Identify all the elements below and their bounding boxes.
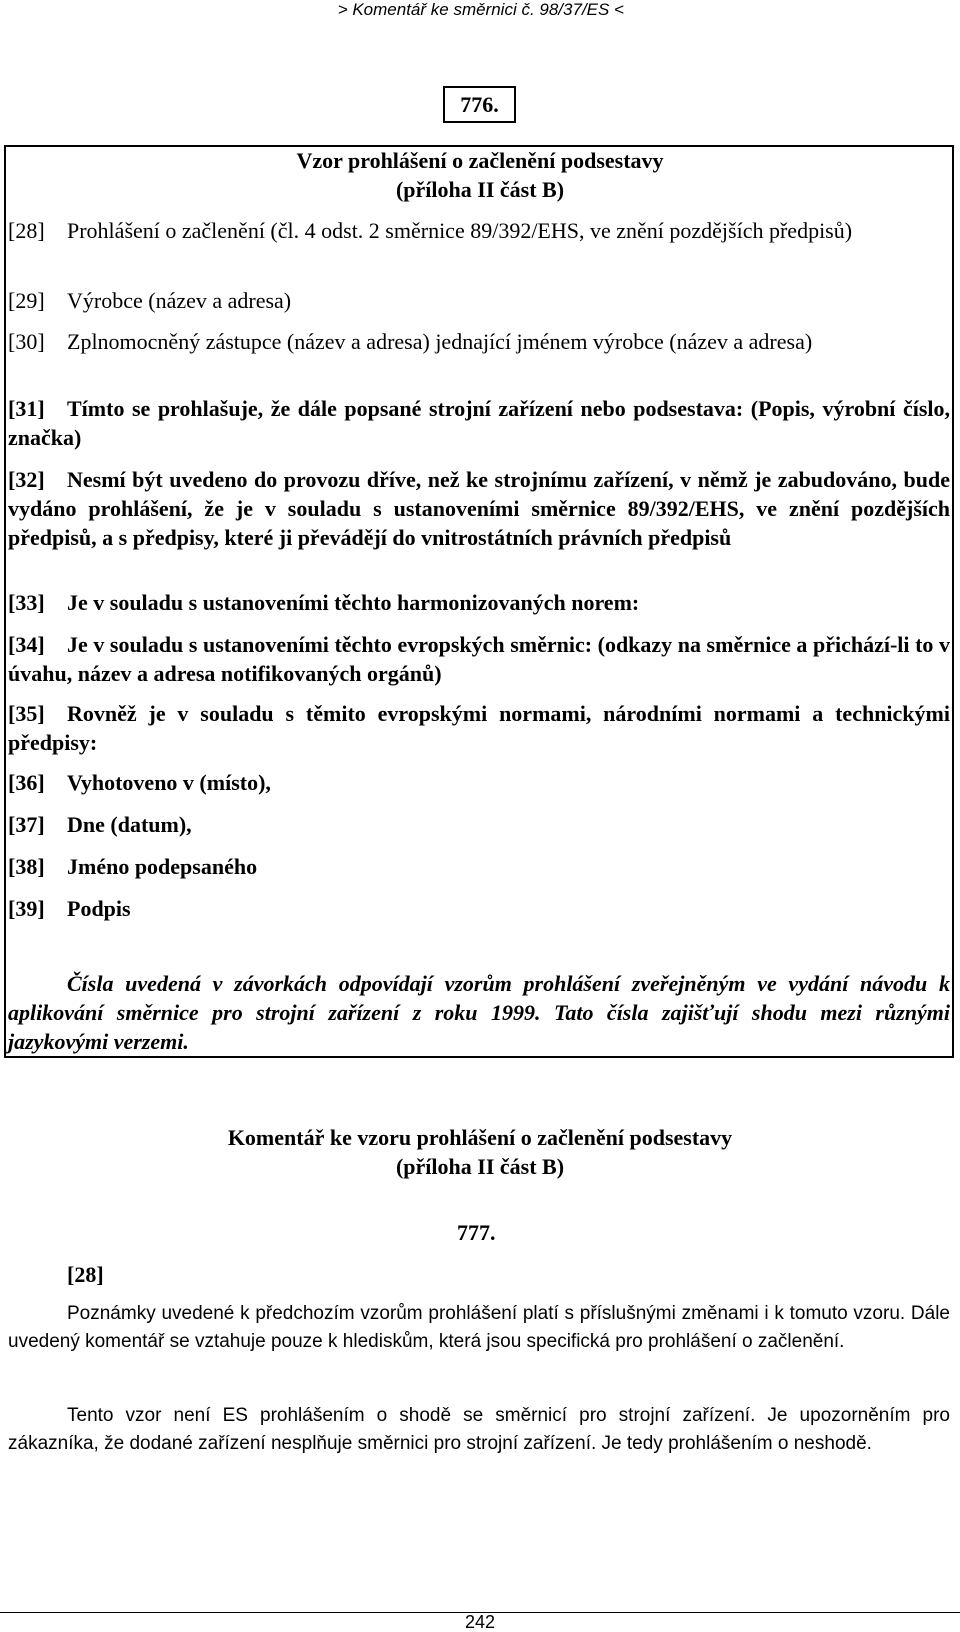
item-number: [31] bbox=[8, 396, 45, 421]
item-34 bbox=[8, 630, 950, 688]
item-number: [38] bbox=[8, 854, 45, 879]
item-32 bbox=[8, 465, 950, 552]
item-number: [30] bbox=[8, 329, 45, 354]
item-39 bbox=[8, 894, 950, 923]
item-number: [32] bbox=[8, 467, 45, 492]
item-text: Vyhotoveno v (místo), bbox=[67, 770, 271, 795]
box-title-line2: (příloha II část B) bbox=[395, 177, 565, 202]
running-title: > Komentář ke směrnici č. 98/37/ES < bbox=[337, 0, 624, 19]
item-text: Tímto se prohlašuje, že dále popsané strojní zařízení nebo podsestava: (Popis, výrobní číslo, značka) bbox=[8, 396, 950, 450]
item-37 bbox=[8, 810, 950, 839]
commentary-title-line1: Komentář ke vzoru prohlášení o začlenění podsestavy bbox=[227, 1125, 733, 1150]
page-number: 242 bbox=[464, 1612, 496, 1632]
item-text: Je v souladu s ustanoveními těchto evropských směrnic: (odkazy na směrnice a přichází-li to v úvahu, název a adresa notifikovaných orgánů) bbox=[8, 632, 950, 686]
item-text: Podpis bbox=[67, 896, 131, 921]
item-number: [33] bbox=[8, 590, 45, 615]
item-number: [35] bbox=[8, 701, 45, 726]
item-text: Prohlášení o začlenění (čl. 4 odst. 2 směrnice 89/392/EHS, ve znění pozdějších předpisů) bbox=[67, 218, 853, 243]
section-number-776: 776. bbox=[443, 86, 516, 123]
item-28 bbox=[8, 216, 950, 245]
item-text: Dne (datum), bbox=[67, 812, 192, 837]
item-33 bbox=[8, 588, 950, 617]
section-number-777: 777. bbox=[457, 1220, 496, 1245]
commentary-paragraph-2: Tento vzor není ES prohlášením o shodě se směrnicí pro strojní zařízení. Je upozorněním pro zákazníka, že dodané zařízení nesplňuje směrnici pro strojní zařízení. Je tedy prohlášením o neshodě. bbox=[8, 1405, 950, 1454]
item-number: [36] bbox=[8, 770, 45, 795]
item-31 bbox=[8, 394, 950, 452]
item-text: Výrobce (název a adresa) bbox=[67, 288, 292, 313]
item-text: Zplnomocněný zástupce (název a adresa) jednající jménem výrobce (název a adresa) bbox=[67, 329, 813, 354]
item-text: Rovněž je v souladu s těmito evropskými normami, národními normami a technickými předpisy: bbox=[8, 701, 950, 755]
item-text: Jméno podepsaného bbox=[67, 854, 258, 879]
item-text: Je v souladu s ustanoveními těchto harmonizovaných norem: bbox=[67, 590, 640, 615]
commentary-ref-number: [28] bbox=[67, 1262, 104, 1287]
item-30 bbox=[8, 327, 950, 356]
item-35 bbox=[8, 699, 950, 757]
commentary-title-line2: (příloha II část B) bbox=[395, 1154, 565, 1179]
item-36 bbox=[8, 768, 950, 797]
item-number: [28] bbox=[8, 218, 45, 243]
item-number: [39] bbox=[8, 896, 45, 921]
item-number: [37] bbox=[8, 812, 45, 837]
item-29 bbox=[8, 286, 950, 315]
running-header bbox=[0, 0, 958, 20]
box-title-line1: Vzor prohlášení o začlenění podsestavy bbox=[296, 148, 664, 173]
item-text: Nesmí být uvedeno do provozu dříve, než ke strojnímu zařízení, v němž je zabudováno, bude vydáno prohlášení, že je v souladu s ustanoveními směrnice 89/392/EHS, ve znění pozdějších předpisů, a s předpisy, které ji převádějí do vnitrostátních právních předpisů bbox=[8, 467, 950, 550]
commentary-paragraph-1: Poznámky uvedené k předchozím vzorům prohlášení platí s příslušnými změnami i k tomuto vzoru. Dále uvedený komentář se vztahuje pouze k hlediskům, která jsou specifická pro prohlášení o začlenění. bbox=[8, 1303, 950, 1352]
item-number: [29] bbox=[8, 288, 45, 313]
box-footnote: Čísla uvedená v závorkách odpovídají vzorům prohlášení zveřejněným ve vydání návodu k aplikování směrnice pro strojní zařízení z roku 1999. Tato čísla zajišťují shodu mezi různými jazykovými verzemi. bbox=[8, 971, 950, 1054]
item-number: [34] bbox=[8, 632, 45, 657]
item-38 bbox=[8, 852, 950, 881]
